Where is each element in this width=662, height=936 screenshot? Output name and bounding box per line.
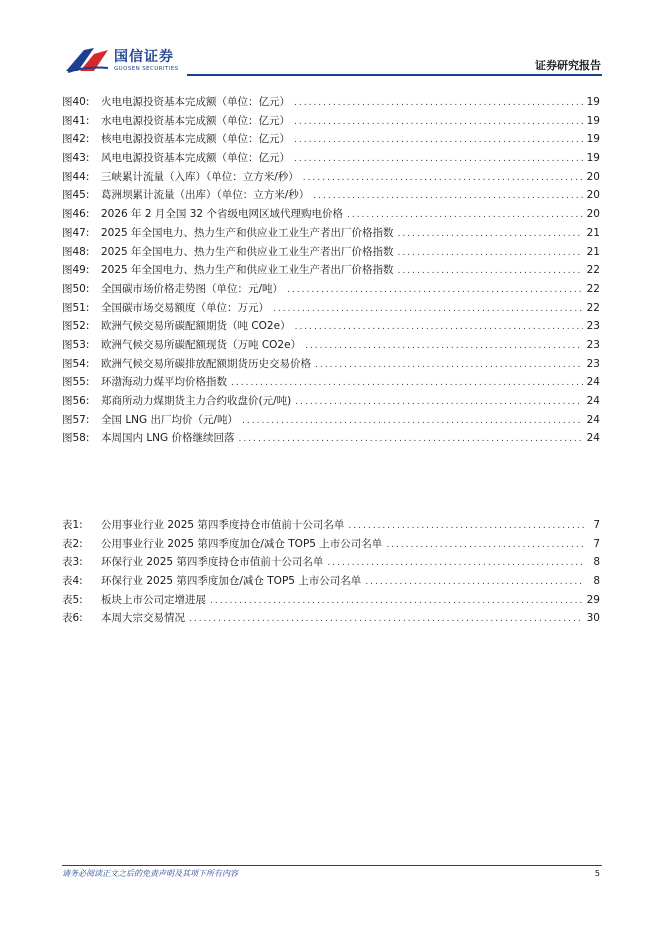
figure-index-entry[interactable] bbox=[62, 244, 600, 263]
toc-entry-label: 图48: bbox=[62, 245, 90, 258]
toc-entry-title: 欧洲气候交易所碳配额期货（吨 CO2e） bbox=[101, 320, 291, 333]
toc-leader-dots bbox=[239, 434, 583, 444]
figure-index-entry[interactable] bbox=[62, 187, 600, 206]
toc-entry-title: 三峡累计流量（入库）（单位：立方米/秒） bbox=[101, 170, 299, 183]
table-index-entry[interactable] bbox=[62, 573, 600, 592]
toc-leader-dots bbox=[242, 416, 583, 426]
toc-entry-label: 图50: bbox=[62, 282, 90, 295]
toc-entry-label: 图45: bbox=[62, 189, 90, 202]
toc-entry-label: 图53: bbox=[62, 338, 90, 351]
toc-entry-title: 本周国内 LNG 价格继续回落 bbox=[101, 432, 235, 445]
toc-leader-dots bbox=[294, 98, 583, 108]
toc-entry-title: 本周大宗交易情况 bbox=[101, 612, 185, 625]
figure-index-entry[interactable] bbox=[62, 318, 600, 337]
table-index-entry[interactable] bbox=[62, 610, 600, 629]
toc-entry-page: 23 bbox=[586, 357, 600, 370]
figure-index-entry[interactable] bbox=[62, 337, 600, 356]
table-index-entry[interactable] bbox=[62, 517, 600, 536]
toc-entry-title: 2025 年全国电力、热力生产和供应业工业生产者出厂价格指数 bbox=[101, 245, 394, 258]
toc-entry-page: 7 bbox=[593, 537, 600, 550]
figure-index-entry[interactable] bbox=[62, 412, 600, 431]
figure-index bbox=[62, 94, 600, 449]
toc-leader-dots bbox=[294, 135, 583, 145]
toc-leader-dots bbox=[210, 596, 583, 606]
guosen-logo-icon bbox=[64, 44, 110, 76]
table-index-entry[interactable] bbox=[62, 554, 600, 573]
toc-entry-page: 19 bbox=[586, 114, 600, 127]
toc-entry-label: 图40: bbox=[62, 96, 90, 108]
toc-entry-page: 22 bbox=[586, 301, 600, 314]
toc-entry-label: 图52: bbox=[62, 320, 90, 333]
toc-entry-title: 欧洲气候交易所碳排放配额期货历史交易价格 bbox=[101, 357, 311, 370]
toc-entry-title: 环保行业 2025 第四季度加仓/减仓 TOP5 上市公司名单 bbox=[101, 575, 362, 588]
toc-entry-label: 图56: bbox=[62, 395, 90, 407]
toc-entry-label: 图42: bbox=[62, 133, 90, 146]
toc-entry-page: 21 bbox=[586, 226, 600, 239]
figure-index-entry[interactable] bbox=[62, 225, 600, 244]
toc-leader-dots bbox=[294, 154, 583, 164]
table-index-entry[interactable] bbox=[62, 592, 600, 611]
toc-leader-dots bbox=[231, 378, 583, 388]
toc-entry-label: 图46: bbox=[62, 208, 90, 221]
toc-leader-dots bbox=[303, 173, 583, 183]
toc-entry-label: 图41: bbox=[62, 114, 90, 127]
toc-entry-title: 全国 LNG 出厂均价（元/吨） bbox=[101, 413, 239, 426]
logo-text-cn: 国信证券 bbox=[114, 49, 174, 65]
toc-leader-dots bbox=[398, 248, 583, 258]
toc-entry-label: 图49: bbox=[62, 264, 90, 277]
toc-leader-dots bbox=[189, 614, 583, 624]
toc-entry-title: 葛洲坝累计流量（出库）（单位：立方米/秒） bbox=[101, 189, 310, 202]
toc-entry-label: 图54: bbox=[62, 357, 90, 370]
toc-entry-page: 22 bbox=[586, 282, 600, 295]
toc-entry-page: 21 bbox=[586, 245, 600, 258]
toc-entry-label: 图51: bbox=[62, 301, 90, 314]
toc-entry-page: 24 bbox=[586, 432, 600, 445]
figure-index-entry[interactable] bbox=[62, 393, 600, 412]
toc-entry-label: 表3: bbox=[62, 556, 83, 569]
figure-index-entry[interactable] bbox=[62, 113, 600, 132]
toc-entry-title: 2026 年 2 月全国 32 个省级电网区域代理购电价格 bbox=[101, 208, 343, 221]
toc-entry-page: 30 bbox=[586, 612, 600, 625]
toc-entry-title: 水电电源投资基本完成额（单位：亿元） bbox=[101, 114, 290, 127]
toc-entry-title: 全国碳市场交易额度（单位：万元） bbox=[101, 301, 269, 314]
toc-leader-dots bbox=[327, 558, 584, 568]
toc-entry-page: 20 bbox=[586, 170, 600, 183]
toc-entry-label: 表1: bbox=[62, 519, 83, 531]
toc-entry-label: 图47: bbox=[62, 226, 90, 239]
toc-leader-dots bbox=[398, 229, 583, 239]
toc-leader-dots bbox=[273, 304, 583, 314]
toc-entry-title: 公用事业行业 2025 第四季度持仓市值前十公司名单 bbox=[101, 519, 345, 531]
toc-leader-dots bbox=[348, 521, 584, 531]
toc-entry-page: 23 bbox=[586, 320, 600, 333]
toc-leader-dots bbox=[313, 191, 582, 201]
toc-entry-page: 20 bbox=[586, 189, 600, 202]
toc-entry-page: 29 bbox=[586, 593, 600, 606]
toc-entry-label: 图44: bbox=[62, 170, 90, 183]
page-number: 5 bbox=[594, 869, 600, 878]
figure-index-entry[interactable] bbox=[62, 374, 600, 393]
guosen-logo bbox=[64, 44, 184, 76]
figure-index-entry[interactable] bbox=[62, 356, 600, 375]
figure-index-entry[interactable] bbox=[62, 94, 600, 113]
toc-leader-dots bbox=[365, 577, 584, 587]
figure-index-entry[interactable] bbox=[62, 150, 600, 169]
toc-entry-page: 24 bbox=[586, 413, 600, 426]
figure-index-entry[interactable] bbox=[62, 206, 600, 225]
figure-index-entry[interactable] bbox=[62, 131, 600, 150]
table-index-entry[interactable] bbox=[62, 536, 600, 555]
toc-entry-label: 表5: bbox=[62, 593, 83, 606]
toc-entry-title: 核电电源投资基本完成额（单位：亿元） bbox=[101, 133, 290, 146]
toc-entry-page: 19 bbox=[586, 152, 600, 165]
toc-leader-dots bbox=[295, 322, 583, 332]
toc-entry-page: 23 bbox=[586, 338, 600, 351]
footer-disclaimer: 请务必阅读正文之后的免责声明及其项下所有内容 bbox=[62, 869, 238, 878]
toc-entry-label: 图57: bbox=[62, 413, 90, 426]
toc-leader-dots bbox=[295, 397, 582, 407]
logo-text-en: GUOSEN SECURITIES bbox=[114, 66, 179, 72]
figure-index-entry[interactable] bbox=[62, 430, 600, 449]
footer-divider bbox=[62, 865, 602, 866]
header-divider bbox=[187, 74, 602, 76]
toc-leader-dots bbox=[315, 360, 583, 370]
toc-entry-title: 环保行业 2025 第四季度持仓市值前十公司名单 bbox=[101, 556, 324, 569]
toc-leader-dots bbox=[287, 285, 583, 295]
toc-entry-label: 表2: bbox=[62, 537, 83, 550]
toc-leader-dots bbox=[347, 210, 583, 220]
figure-index-entry[interactable] bbox=[62, 281, 600, 300]
toc-entry-title: 板块上市公司定增进展 bbox=[101, 593, 206, 606]
toc-entry-page: 22 bbox=[586, 264, 600, 277]
toc-entry-label: 图43: bbox=[62, 152, 90, 165]
toc-entry-title: 2025 年全国电力、热力生产和供应业工业生产者出厂价格指数 bbox=[101, 226, 394, 239]
toc-entry-page: 24 bbox=[586, 376, 600, 389]
toc-entry-label: 图58: bbox=[62, 432, 90, 445]
toc-entry-page: 7 bbox=[593, 519, 600, 531]
figure-index-entry[interactable] bbox=[62, 262, 600, 281]
table-index bbox=[62, 517, 600, 629]
toc-entry-page: 19 bbox=[586, 96, 600, 108]
report-type: 证券研究报告 bbox=[535, 59, 601, 72]
toc-entry-label: 图55: bbox=[62, 376, 90, 389]
toc-entry-title: 公用事业行业 2025 第四季度加仓/减仓 TOP5 上市公司名单 bbox=[101, 537, 383, 550]
toc-entry-page: 19 bbox=[586, 133, 600, 146]
toc-entry-page: 8 bbox=[593, 575, 600, 588]
toc-entry-page: 8 bbox=[593, 556, 600, 569]
toc-entry-page: 20 bbox=[586, 208, 600, 221]
toc-entry-label: 表6: bbox=[62, 612, 83, 625]
toc-entry-title: 全国碳市场价格走势图（单位：元/吨） bbox=[101, 282, 284, 295]
toc-entry-title: 火电电源投资基本完成额（单位：亿元） bbox=[101, 96, 290, 108]
toc-entry-title: 欧洲气候交易所碳配额现货（万吨 CO2e） bbox=[101, 338, 302, 351]
toc-entry-page: 24 bbox=[586, 395, 600, 407]
toc-entry-label: 表4: bbox=[62, 575, 83, 588]
toc-entry-title: 环渤海动力煤平均价格指数 bbox=[101, 376, 227, 389]
toc-entry-title: 2025 年全国电力、热力生产和供应业工业生产者出厂价格指数 bbox=[101, 264, 394, 277]
figure-index-entry[interactable] bbox=[62, 169, 600, 188]
toc-leader-dots bbox=[294, 117, 583, 127]
toc-leader-dots bbox=[398, 266, 583, 276]
toc-leader-dots bbox=[305, 341, 583, 351]
figure-index-entry[interactable] bbox=[62, 300, 600, 319]
toc-entry-title: 风电电源投资基本完成额（单位：亿元） bbox=[101, 152, 290, 165]
toc-leader-dots bbox=[386, 540, 584, 550]
toc-entry-title: 郑商所动力煤期货主力合约收盘价(元/吨) bbox=[101, 395, 292, 407]
page-header bbox=[0, 0, 662, 80]
